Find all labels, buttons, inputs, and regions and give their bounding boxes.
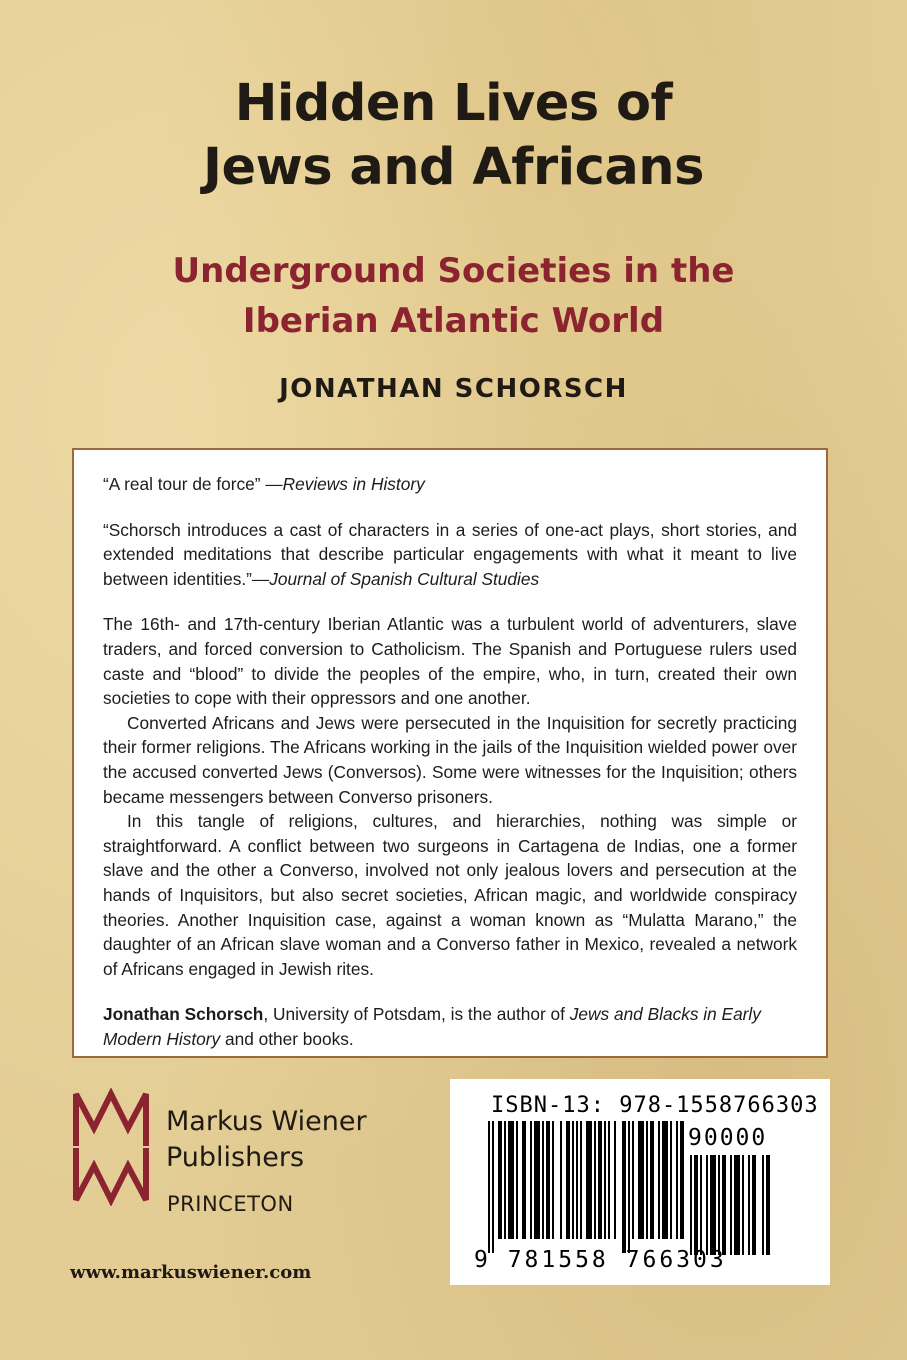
barcode-bar	[748, 1155, 750, 1255]
barcode-bar	[598, 1121, 602, 1239]
barcode-bar	[498, 1121, 502, 1239]
barcode-bar	[718, 1155, 720, 1255]
title-line-1: Hidden Lives of	[234, 74, 673, 133]
blurb-panel	[72, 448, 828, 1058]
barcode-bar	[676, 1121, 678, 1239]
barcode-bar	[614, 1121, 616, 1239]
subtitle-line-2: Iberian Atlantic World	[242, 301, 665, 341]
title-line-2: Jews and Africans	[203, 138, 704, 197]
barcode-bar	[632, 1121, 634, 1239]
isbn-label: ISBN-13: 978-1558766303	[491, 1093, 819, 1118]
bio-affiliation: , University of Potsdam, is the author of	[263, 1004, 570, 1025]
quote-1-source: Reviews in History	[282, 474, 425, 494]
description-paragraph-2: Converted Africans and Jews were persecuted in the Inquisition for secretly practicing their former religions. The Africans working in the jails of the Inquisition wielded power over the accused converted Jews (Conversos). Some were witnesses for the Inquisition; others became messengers between Converso prisoners.	[103, 712, 797, 807]
barcode-bar	[690, 1155, 692, 1255]
barcode-bar	[604, 1121, 606, 1239]
review-quote-2	[103, 518, 797, 592]
barcode-bar	[722, 1155, 726, 1255]
barcode-bar	[580, 1121, 582, 1239]
description-paragraph-1: The 16th- and 17th-century Iberian Atlantic was a turbulent world of adventurers, slave traders, and forced conversion to Catholicism. The Spanish and Portuguese rulers used caste and “blood” to divide the peoples of the empire, who, in turn, created their own societies to cope with their oppressors and one another.	[103, 614, 797, 709]
barcode-bar	[700, 1155, 702, 1255]
barcode-bar	[542, 1121, 544, 1239]
barcode-bar	[670, 1121, 672, 1239]
addon-barcode	[690, 1155, 802, 1259]
barcode-bar	[646, 1121, 648, 1239]
barcode-bar	[710, 1155, 716, 1255]
barcode-bar	[516, 1121, 518, 1239]
bio-end: and other books.	[220, 1028, 354, 1049]
barcode-bar	[530, 1121, 532, 1239]
barcode-bar	[766, 1155, 770, 1255]
barcode-bar	[608, 1121, 610, 1239]
author-bio	[103, 1002, 797, 1051]
quote-2-text: “Schorsch introduces a cast of characters in a series of one-act plays, short stories, and extended meditations that describe particular engagements with what it meant to live between identities.”—	[103, 519, 797, 589]
book-subtitle	[0, 246, 907, 346]
barcode-bar	[546, 1121, 550, 1239]
barcode-bar	[504, 1121, 506, 1239]
barcode-bar	[638, 1121, 644, 1239]
ean-barcode	[488, 1121, 684, 1257]
barcode-bar	[572, 1121, 574, 1239]
subtitle-line-1: Underground Societies in the	[172, 251, 735, 291]
barcode-bar	[622, 1121, 626, 1253]
barcode-bar	[752, 1155, 756, 1255]
barcode-bar	[560, 1121, 562, 1239]
review-quote-1	[103, 472, 797, 497]
publisher-website[interactable]: www.markuswiener.com	[70, 1262, 312, 1283]
barcode-bar	[628, 1121, 630, 1253]
barcode-bar	[594, 1121, 596, 1239]
barcode-bar	[742, 1155, 744, 1255]
barcode-bar	[566, 1121, 570, 1239]
barcode-bar	[734, 1155, 740, 1255]
bio-book-title: Jews and Blacks in Early Modern History	[103, 1004, 761, 1049]
mw-monogram-icon	[70, 1088, 152, 1206]
barcode-bar	[508, 1121, 514, 1239]
publisher-name-line-2: Publishers	[166, 1142, 305, 1173]
barcode-bar	[586, 1121, 592, 1239]
barcode-bar	[680, 1121, 684, 1239]
barcode-bar	[534, 1121, 540, 1239]
bio-author-name: Jonathan Schorsch	[103, 1004, 264, 1025]
barcode-bar	[762, 1155, 764, 1255]
description-paragraph-3: In this tangle of religions, cultures, and hierarchies, nothing was simple or straightforward. A conflict between two surgeons in Cartagena de Indias, one a former slave and the other a Converso, involved not only jealous lovers and persecution at the hands of Inquisitors, but also secret societies, African magic, and worldwide conspiracy theories. Another Inquisition case, against a woman known as “Mulatta Marano,” the daughter of an African slave woman and a Converso father in Mexico, revealed a network of Africans engaged in Jewish rites.	[103, 811, 797, 979]
publisher-name	[166, 1104, 367, 1176]
book-title	[0, 72, 907, 200]
barcode-bar	[650, 1121, 654, 1239]
barcode-bar	[662, 1121, 668, 1239]
barcode-box	[450, 1079, 830, 1285]
barcode-bar	[730, 1155, 732, 1255]
barcode-bar	[522, 1121, 526, 1239]
isbn-digits: 9 781558 766303	[474, 1247, 727, 1273]
barcode-bar	[488, 1121, 490, 1253]
barcode-bar	[706, 1155, 708, 1255]
addon-code: 90000	[688, 1125, 768, 1151]
publisher-name-line-1: Markus Wiener	[166, 1106, 367, 1137]
barcode-bar	[576, 1121, 578, 1239]
quote-2-source: Journal of Spanish Cultural Studies	[269, 568, 540, 589]
quote-1-text: “A real tour de force” —	[103, 474, 283, 494]
barcode-bar	[552, 1121, 554, 1239]
barcode-bar	[492, 1121, 494, 1253]
barcode-bar	[658, 1121, 660, 1239]
publisher-city: PRINCETON	[167, 1192, 294, 1216]
author-name: JONATHAN SCHORSCH	[279, 374, 628, 404]
barcode-bar	[694, 1155, 698, 1255]
